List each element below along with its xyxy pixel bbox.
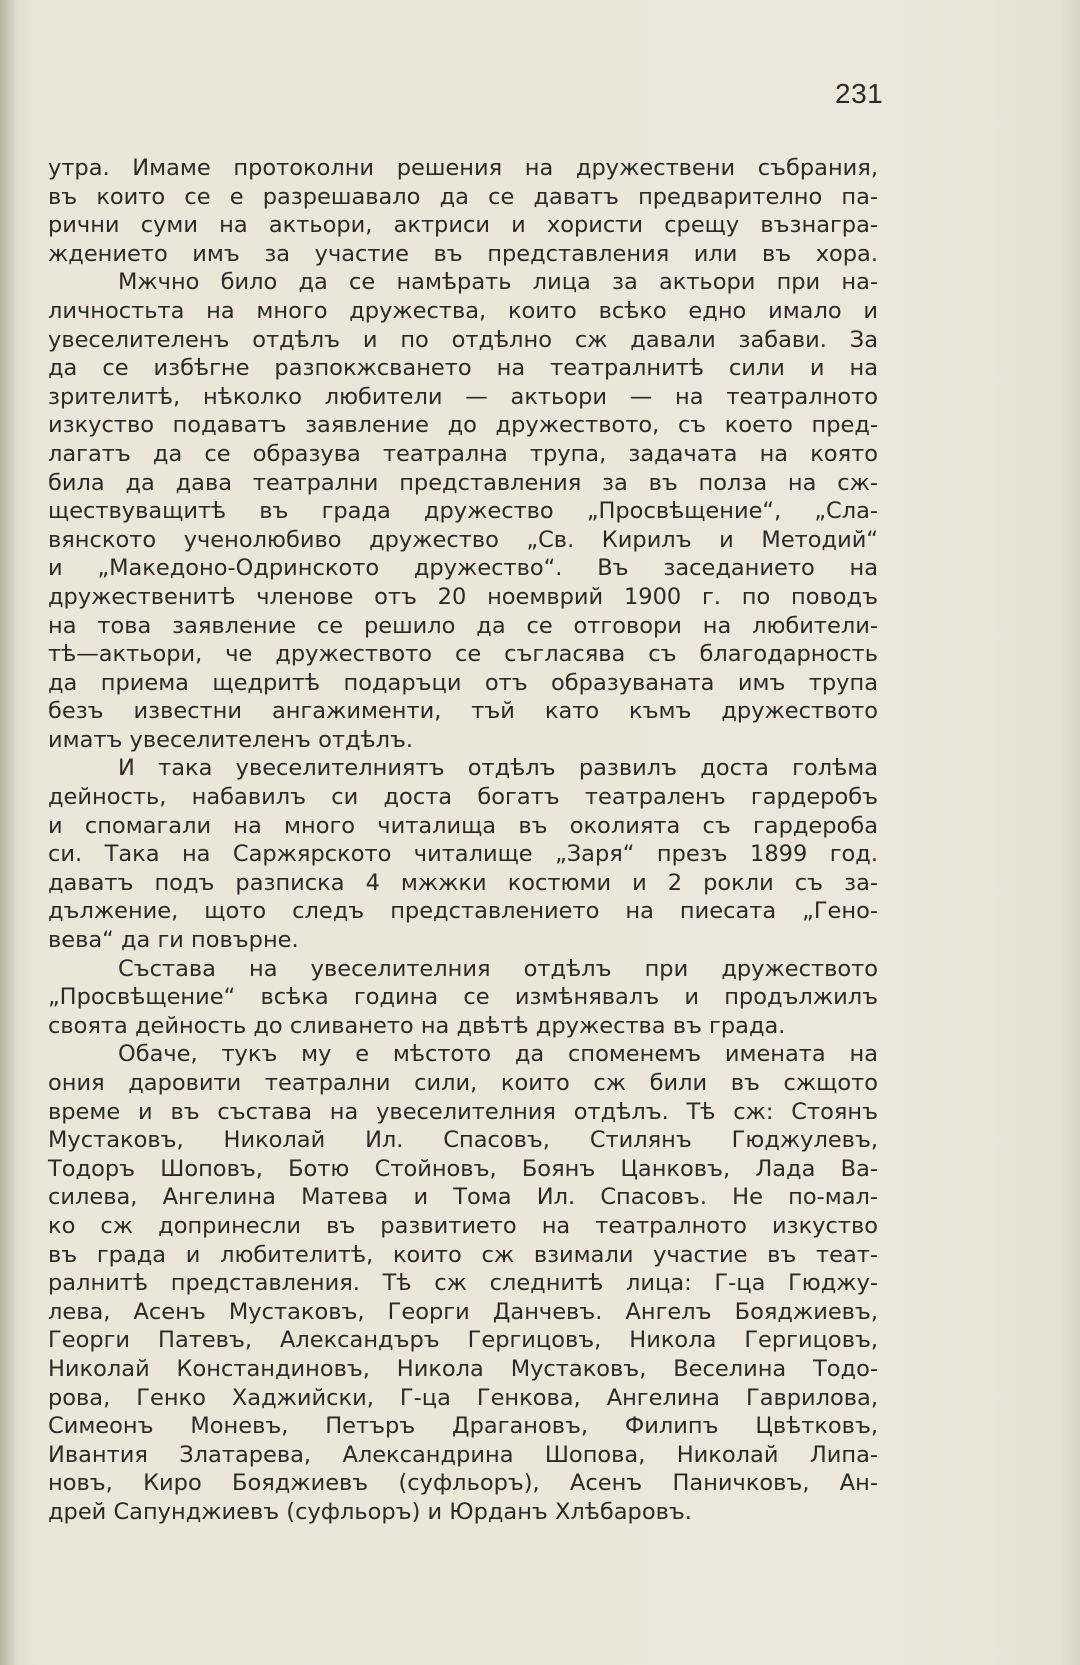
text-line: И така увеселителниятъ отдѣлъ развилъ доста голѣма bbox=[118, 755, 878, 782]
text-line: ждението имъ за участие въ представления или въ хора. bbox=[48, 240, 878, 267]
text-line: лева, Асенъ Мустаковъ, Георги Данчевъ. Ангелъ Бояджиевъ, bbox=[48, 1298, 878, 1325]
text-line: ралнитѣ представления. Тѣ сж следнитѣ лица: Г-ца Гюджу- bbox=[48, 1270, 878, 1297]
text-line: да се избѣгне разпокжсването на театралнитѣ сили и на bbox=[48, 355, 878, 382]
text-line: Симеонъ Моневъ, Петъръ Драгановъ, Филипъ Цвѣтковъ, bbox=[48, 1413, 878, 1440]
text-line: Мжчно било да се намѣрать лица за актьори при на- bbox=[118, 269, 878, 296]
text-line: тѣ—актьори, че дружеството се съгласява съ благодарность bbox=[48, 641, 878, 668]
text-line: Тодоръ Шоповъ, Ботю Стойновъ, Боянъ Цанковъ, Лада Ва- bbox=[48, 1155, 878, 1182]
text-line: изкуство подаватъ заявление до дружеството, съ което пред- bbox=[48, 412, 878, 439]
text-line: своята дейность до сливането на двѣтѣ дружества въ града. bbox=[48, 1012, 786, 1039]
text-line: Състава на увеселителния отдѣлъ при дружеството bbox=[118, 955, 878, 982]
text-line: личностьта на много дружества, които всѣко едно имало и bbox=[48, 297, 878, 324]
text-line: ществуващитѣ въ града дружество „Просвѣщение“, „Сла- bbox=[48, 498, 878, 525]
text-line: на това заявление се решило да се отговори на любители- bbox=[48, 612, 878, 639]
text-line: силева, Ангелина Матева и Тома Ил. Спасовъ. Не по-мал- bbox=[48, 1184, 878, 1211]
text-line: рова, Генко Хаджийски, Г-ца Генкова, Ангелина Гаврилова, bbox=[48, 1384, 878, 1411]
text-line: въ града и любителитѣ, които сж взимали участие въ теат- bbox=[48, 1241, 878, 1268]
text-line: си. Така на Саржярското читалище „Заря“ презъ 1899 год. bbox=[48, 841, 878, 868]
text-line: рични суми на актьори, актриси и хористи срещу възнагра- bbox=[48, 212, 878, 239]
text-line: даватъ подъ разписка 4 мжжки костюми и 2 рокли съ за- bbox=[48, 869, 878, 896]
text-line: Георги Патевъ, Александъръ Гергицовъ, Никола Гергицовъ, bbox=[48, 1327, 878, 1354]
text-line: увеселителенъ отдѣлъ и по отдѣлно сж давали забави. За bbox=[48, 326, 878, 353]
text-line: вева“ да ги повърне. bbox=[48, 927, 299, 954]
text-line: Николай Констандиновъ, Никола Мустаковъ, Веселина Тодо- bbox=[48, 1355, 878, 1382]
text-line: време и въ състава на увеселителния отдѣлъ. Тѣ сж: Стоянъ bbox=[48, 1098, 878, 1125]
page-binding-shadow bbox=[0, 0, 14, 1665]
text-line: и „Македоно-Одринското дружество“. Въ заседанието на bbox=[48, 555, 878, 582]
text-line: новъ, Киро Бояджиевъ (суфльоръ), Асенъ Паничковъ, Ан- bbox=[48, 1470, 878, 1497]
text-line: Обаче, тукъ му е мѣстото да споменемъ имената на bbox=[118, 1041, 878, 1068]
text-line: лагатъ да се образува театрална трупа, задачата на която bbox=[48, 440, 878, 467]
text-line: дрей Сапунджиевъ (суфльоръ) и Юрданъ Хлѣбаровъ. bbox=[48, 1498, 692, 1525]
text-line: дружественитѣ членове отъ 20 ноемврий 1900 г. по поводъ bbox=[48, 583, 878, 610]
text-line: да приема щедритѣ подаръци отъ образуваната имъ трупа bbox=[48, 669, 878, 696]
page-number: 231 bbox=[835, 78, 884, 109]
text-line: вянското ученолюбиво дружество „Св. Кирилъ и Методий“ bbox=[48, 526, 878, 553]
text-line: утра. Имаме протоколни решения на дружествени събрания, bbox=[48, 155, 878, 181]
text-line: безъ известни ангажименти, тъй като къмъ дружеството bbox=[48, 698, 878, 725]
text-line: била да дава театрални представления за въ полза на сж- bbox=[48, 469, 878, 496]
text-line: и спомагали на много читалища въ околията съ гардероба bbox=[48, 812, 878, 839]
text-line: ко сж допринесли въ развитието на театралното изкуство bbox=[48, 1212, 878, 1239]
body-text bbox=[48, 154, 878, 1527]
text-line: дейность, набавилъ си доста богатъ театраленъ гардеробъ bbox=[48, 784, 878, 811]
text-line: въ които се е разрешавало да се даватъ предварително па- bbox=[48, 183, 878, 210]
text-line: ония даровити театрални сили, които сж били въ сжщото bbox=[48, 1070, 878, 1096]
text-line: „Просвѣщение“ всѣка година се измѣнявалъ и продължилъ bbox=[48, 984, 878, 1011]
text-line: зрителитѣ, нѣколко любители — актьори — на театралното bbox=[48, 383, 878, 410]
text-line: Ивантия Златарева, Александрина Шопова, Николай Липа- bbox=[48, 1441, 878, 1468]
text-line: иматъ увеселителенъ отдѣлъ. bbox=[48, 726, 414, 753]
text-line: дължение, щото следъ представлението на пиесата „Гено- bbox=[48, 898, 878, 925]
text-line: Мустаковъ, Николай Ил. Спасовъ, Стилянъ Гюджулевъ, bbox=[48, 1127, 878, 1154]
